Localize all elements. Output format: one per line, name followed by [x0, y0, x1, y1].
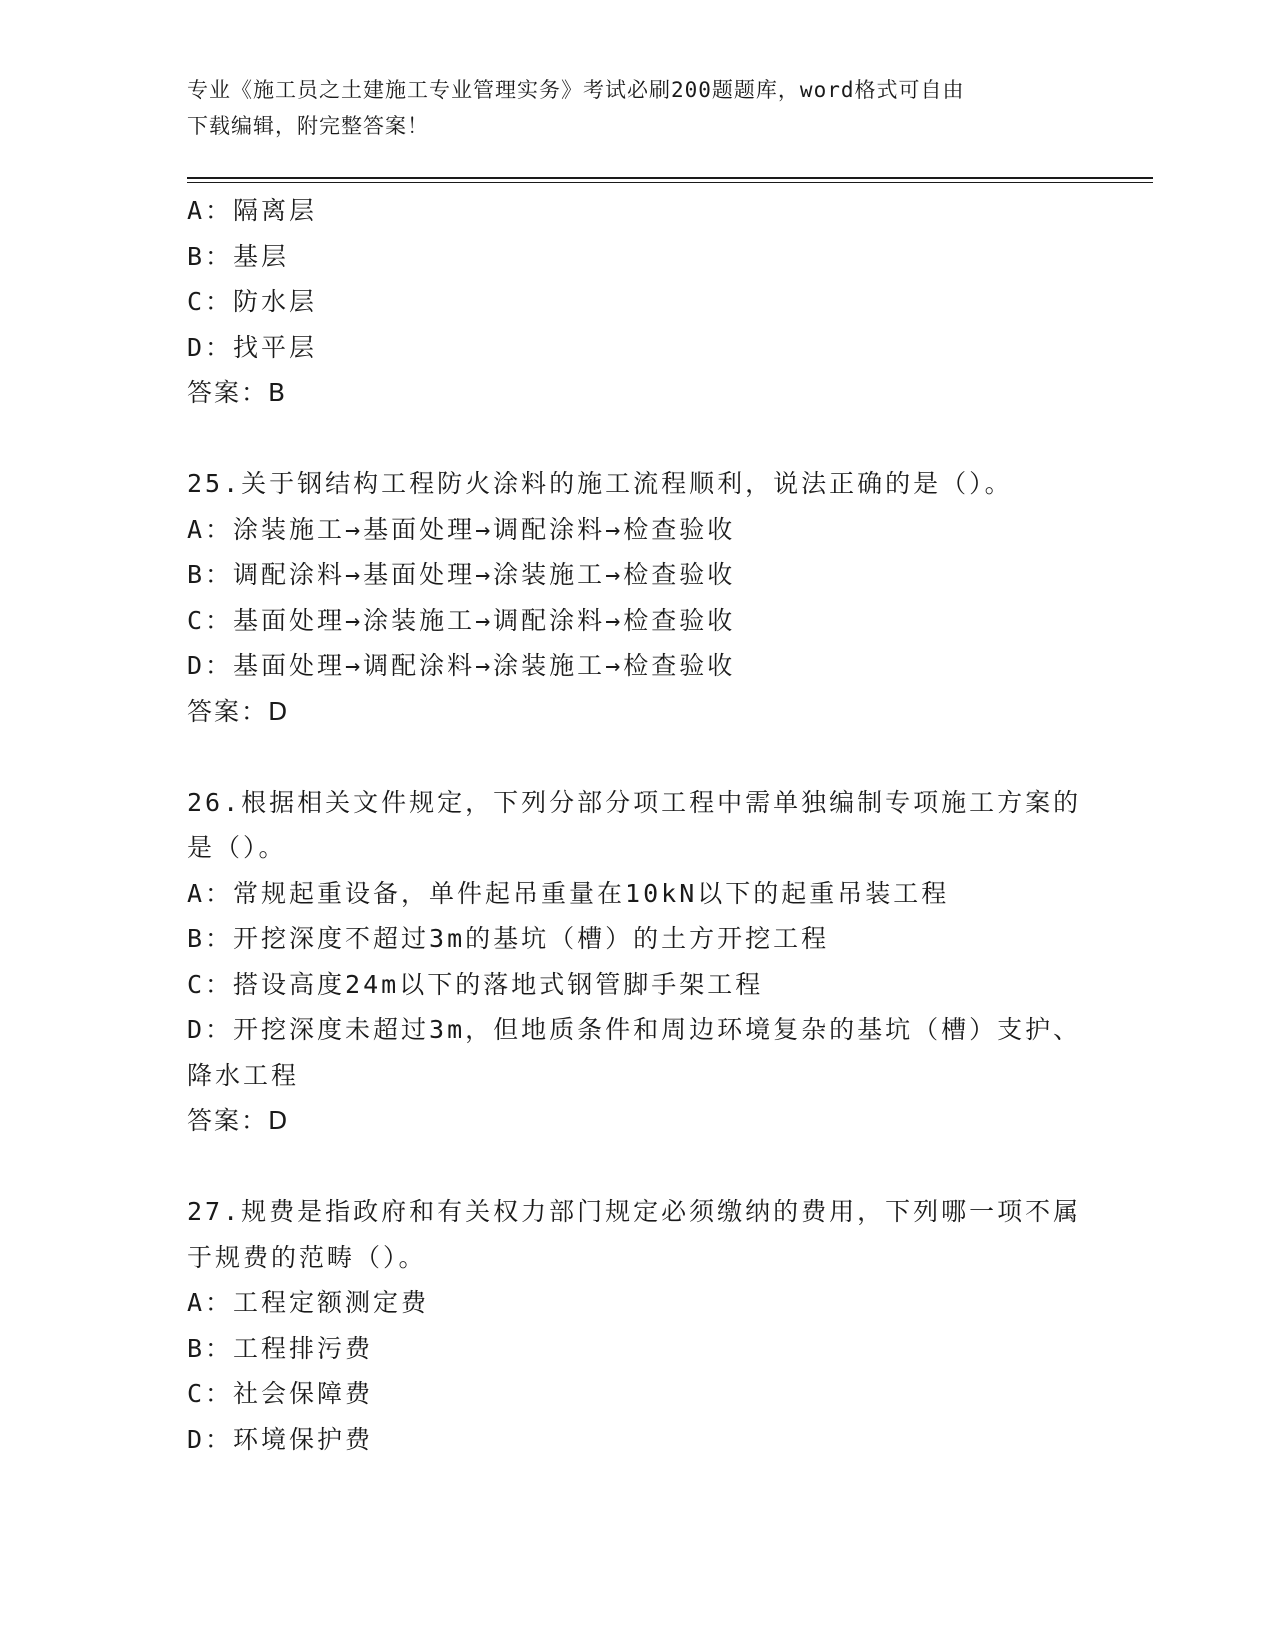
option-a: A：涂装施工→基面处理→调配涂料→检查验收: [187, 514, 736, 544]
option-d: D：开挖深度未超过3m，但地质条件和周边环境复杂的基坑（槽）支护、降水工程: [187, 1015, 1082, 1090]
header-line-2: 下载编辑，附完整答案！: [187, 114, 429, 138]
spacer: [187, 734, 1087, 780]
question-stem: 27.规费是指政府和有关权力部门规定必须缴纳的费用，下列哪一项不属于规费的范畴（）。: [187, 1197, 1082, 1272]
question-stem: 26.根据相关文件规定，下列分部分项工程中需单独编制专项施工方案的是（）。: [187, 787, 1082, 862]
option-c: C：搭设高度24m以下的落地式钢管脚手架工程: [187, 969, 764, 999]
question-24-continued: [187, 188, 1087, 416]
option-c: C：防水层: [187, 287, 318, 316]
option-b: B：基层: [187, 241, 290, 271]
header-divider: [187, 177, 1153, 179]
answer: 答案：D: [187, 1106, 290, 1135]
answer: 答案：B: [187, 378, 288, 407]
spacer: [187, 416, 1087, 462]
option-a: A：工程定额测定费: [187, 1288, 430, 1317]
option-d: D：找平层: [187, 332, 318, 362]
question-list: [187, 188, 1087, 1462]
question-25: [187, 461, 1087, 734]
option-a: A：隔离层: [187, 196, 318, 225]
option-c: C：社会保障费: [187, 1379, 374, 1408]
option-a: A：常规起重设备，单件起吊重量在10kN以下的起重吊装工程: [187, 878, 950, 908]
document-header: [187, 72, 1087, 144]
option-b: B：工程排污费: [187, 1333, 374, 1363]
spacer: [187, 1144, 1087, 1190]
option-d: D：环境保护费: [187, 1424, 374, 1454]
header-line-1: 专业《施工员之土建施工专业管理实务》考试必刷200题题库，word格式可自由: [187, 78, 965, 102]
option-d: D：基面处理→调配涂料→涂装施工→检查验收: [187, 651, 736, 680]
question-26: [187, 780, 1087, 1144]
option-b: B：调配涂料→基面处理→涂装施工→检查验收: [187, 560, 736, 589]
question-27: [187, 1189, 1087, 1462]
question-stem: 25.关于钢结构工程防火涂料的施工流程顺利，说法正确的是（）。: [187, 469, 1013, 498]
answer: 答案：D: [187, 696, 290, 726]
option-c: C：基面处理→涂装施工→调配涂料→检查验收: [187, 605, 736, 635]
header-divider-thin: [187, 182, 1153, 183]
option-b: B：开挖深度不超过3m的基坑（槽）的土方开挖工程: [187, 924, 830, 953]
